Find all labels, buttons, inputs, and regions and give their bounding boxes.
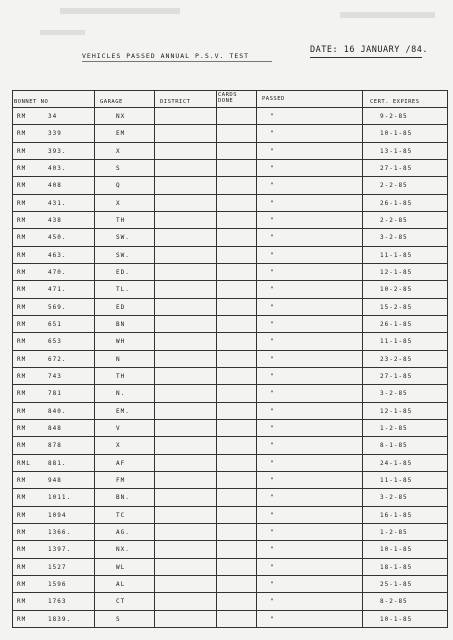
garage-code: AG. (116, 528, 130, 536)
row-rule (12, 523, 448, 524)
garage-code: WH (116, 338, 126, 346)
bonnet-number: 1011. (48, 494, 72, 502)
row-rule (12, 298, 448, 299)
row-rule (12, 246, 448, 247)
bonnet-number: 881. (48, 459, 67, 467)
row-rule (12, 419, 448, 420)
bonnet-prefix: RM (17, 442, 27, 450)
garage-code: NX (116, 113, 126, 120)
faint-stamp (40, 30, 85, 35)
cert-expiry-date: 9-2-85 (380, 113, 408, 120)
row-rule (12, 107, 448, 108)
bonnet-number: 403. (48, 164, 67, 172)
cert-expiry-date: 11-1-85 (380, 338, 413, 346)
cert-expiry-date: 3-2-85 (380, 234, 408, 242)
row-rule (12, 211, 448, 212)
cert-expiry-date: 1-2-85 (380, 528, 408, 536)
cert-expiry-date: 1-2-85 (380, 424, 408, 432)
bonnet-prefix: RM (17, 476, 27, 484)
cert-expiry-date: 2-2-85 (380, 216, 408, 224)
date-underline (310, 57, 422, 58)
passed-mark: " (270, 320, 275, 328)
bonnet-number: 470. (48, 268, 67, 276)
vehicle-table (12, 90, 448, 627)
bonnet-prefix: RM (17, 407, 27, 415)
bonnet-prefix: RML (17, 459, 31, 467)
cert-expiry-date: 10-1-85 (380, 546, 413, 554)
garage-code: BN. (116, 494, 130, 502)
row-rule (12, 575, 448, 576)
bonnet-number: 651 (48, 320, 62, 328)
row-rule (12, 540, 448, 541)
bonnet-prefix: RM (17, 528, 27, 536)
column-header-garage: GARAGE (100, 99, 123, 105)
faint-stamp (340, 12, 435, 18)
passed-mark: " (270, 234, 275, 242)
passed-mark: " (270, 598, 275, 606)
bonnet-prefix: RM (17, 113, 27, 120)
garage-code: N. (116, 390, 126, 398)
cert-expiry-date: 11-1-85 (380, 251, 413, 259)
cert-expiry-date: 8-2-85 (380, 598, 408, 606)
bonnet-prefix: RM (17, 494, 27, 502)
row-rule (12, 332, 448, 333)
garage-code: NX. (116, 546, 130, 554)
row-rule (12, 142, 448, 143)
document-date: DATE: 16 JANUARY /84. (310, 45, 428, 55)
passed-mark: " (270, 147, 275, 155)
column-divider (94, 90, 95, 627)
passed-mark: " (270, 615, 275, 623)
bonnet-number: 840. (48, 407, 67, 415)
garage-code: S (116, 615, 121, 623)
bonnet-prefix: RM (17, 320, 27, 328)
garage-code: V (116, 424, 121, 432)
bonnet-number: 569. (48, 303, 67, 311)
cert-expiry-date: 10-1-85 (380, 615, 413, 623)
column-divider (154, 90, 155, 627)
row-rule (12, 367, 448, 368)
cert-expiry-date: 8-1-85 (380, 442, 408, 450)
garage-code: Q (116, 182, 121, 190)
cert-expiry-date: 26-1-85 (380, 199, 413, 207)
cert-expiry-date: 11-1-85 (380, 476, 413, 484)
bonnet-prefix: RM (17, 251, 27, 259)
title-underline (82, 61, 272, 62)
passed-mark: " (270, 286, 275, 294)
row-rule (12, 315, 448, 316)
garage-code: WL (116, 563, 126, 571)
passed-mark: " (270, 494, 275, 502)
cert-expiry-date: 23-2-85 (380, 355, 413, 363)
bonnet-prefix: RM (17, 424, 27, 432)
passed-mark: " (270, 268, 275, 276)
bonnet-prefix: RM (17, 199, 27, 207)
bonnet-prefix: RM (17, 390, 27, 398)
row-rule (12, 610, 448, 611)
bonnet-number: 339 (48, 130, 62, 138)
passed-mark: " (270, 303, 275, 311)
faint-stamp (60, 8, 180, 14)
passed-mark: " (270, 407, 275, 415)
bonnet-number: 781 (48, 390, 62, 398)
passed-mark: " (270, 182, 275, 190)
bonnet-prefix: RM (17, 355, 27, 363)
cert-expiry-date: 10-1-85 (380, 130, 413, 138)
column-header-passed: PASSED (262, 96, 285, 102)
garage-code: EM (116, 130, 126, 138)
row-rule (12, 627, 448, 628)
garage-code: X (116, 199, 121, 207)
row-rule (12, 280, 448, 281)
bonnet-number: 438 (48, 216, 62, 224)
cert-expiry-date: 3-2-85 (380, 390, 408, 398)
passed-mark: " (270, 442, 275, 450)
garage-code: ED. (116, 268, 130, 276)
row-rule (12, 90, 448, 91)
cert-expiry-date: 10-2-85 (380, 286, 413, 294)
document-title: VEHICLES PASSED ANNUAL P.S.V. TEST (82, 52, 250, 60)
cert-expiry-date: 3-2-85 (380, 494, 408, 502)
row-rule (12, 402, 448, 403)
bonnet-number: 1366. (48, 528, 72, 536)
bonnet-prefix: RM (17, 615, 27, 623)
bonnet-prefix: RM (17, 286, 27, 294)
passed-mark: " (270, 546, 275, 554)
column-header-bonnet-no: BONNET NO (14, 99, 49, 105)
bonnet-prefix: RM (17, 234, 27, 242)
passed-mark: " (270, 424, 275, 432)
passed-mark: " (270, 251, 275, 259)
bonnet-number: 743 (48, 372, 62, 380)
bonnet-prefix: RM (17, 182, 27, 190)
column-header-district: DISTRICT (160, 99, 191, 105)
row-rule (12, 176, 448, 177)
bonnet-prefix: RM (17, 164, 27, 172)
garage-code: TC (116, 511, 126, 519)
garage-code: X (116, 147, 121, 155)
passed-mark: " (270, 511, 275, 519)
bonnet-prefix: RM (17, 216, 27, 224)
bonnet-prefix: RM (17, 268, 27, 276)
bonnet-number: 1596 (48, 580, 67, 588)
row-rule (12, 384, 448, 385)
bonnet-prefix: RM (17, 147, 27, 155)
row-rule (12, 194, 448, 195)
passed-mark: " (270, 580, 275, 588)
cert-expiry-date: 27-1-85 (380, 164, 413, 172)
bonnet-number: 1094 (48, 511, 67, 519)
passed-mark: " (270, 199, 275, 207)
passed-mark: " (270, 390, 275, 398)
column-header-cards-done: CARDS DONE (218, 92, 238, 104)
row-rule (12, 558, 448, 559)
bonnet-prefix: RM (17, 511, 27, 519)
row-rule (12, 350, 448, 351)
bonnet-number: 878 (48, 442, 62, 450)
bonnet-prefix: RM (17, 303, 27, 311)
garage-code: N (116, 355, 121, 363)
bonnet-number: 471. (48, 286, 67, 294)
garage-code: EM. (116, 407, 130, 415)
passed-mark: " (270, 372, 275, 380)
cert-expiry-date: 16-1-85 (380, 511, 413, 519)
garage-code: TH (116, 372, 126, 380)
column-divider (12, 90, 13, 627)
column-divider (216, 90, 217, 627)
garage-code: SW. (116, 234, 130, 242)
garage-code: SW. (116, 251, 130, 259)
bonnet-prefix: RM (17, 338, 27, 346)
cert-expiry-date: 2-2-85 (380, 182, 408, 190)
passed-mark: " (270, 563, 275, 571)
bonnet-number: 34 (48, 113, 58, 120)
row-rule (12, 454, 448, 455)
row-rule (12, 592, 448, 593)
cert-expiry-date: 24-1-85 (380, 459, 413, 467)
garage-code: CT (116, 598, 126, 606)
bonnet-number: 948 (48, 476, 62, 484)
bonnet-prefix: RM (17, 580, 27, 588)
cert-expiry-date: 18-1-85 (380, 563, 413, 571)
passed-mark: " (270, 164, 275, 172)
bonnet-number: 653 (48, 338, 62, 346)
bonnet-prefix: RM (17, 546, 27, 554)
row-rule (12, 263, 448, 264)
garage-code: BN (116, 320, 126, 328)
bonnet-number: 1839. (48, 615, 72, 623)
cert-expiry-date: 12-1-85 (380, 407, 413, 415)
garage-code: S (116, 164, 121, 172)
bonnet-number: 1397. (48, 546, 72, 554)
row-rule (12, 124, 448, 125)
bonnet-number: 672. (48, 355, 67, 363)
passed-mark: " (270, 528, 275, 536)
passed-mark: " (270, 476, 275, 484)
passed-mark: " (270, 130, 275, 138)
cert-expiry-date: 27-1-85 (380, 372, 413, 380)
bonnet-prefix: RM (17, 598, 27, 606)
column-divider (362, 90, 363, 627)
passed-mark: " (270, 338, 275, 346)
bonnet-prefix: RM (17, 372, 27, 380)
bonnet-number: 393. (48, 147, 67, 155)
column-divider (447, 90, 448, 627)
row-rule (12, 506, 448, 507)
row-rule (12, 228, 448, 229)
garage-code: ED (116, 303, 126, 311)
column-header-cert-expires: CERT. EXPIRES (370, 99, 420, 105)
bonnet-number: 408 (48, 182, 62, 190)
passed-mark: " (270, 355, 275, 363)
garage-code: FM (116, 476, 126, 484)
bonnet-number: 450. (48, 234, 67, 242)
passed-mark: " (270, 459, 275, 467)
bonnet-number: 848 (48, 424, 62, 432)
bonnet-number: 463. (48, 251, 67, 259)
garage-code: TL. (116, 286, 130, 294)
cert-expiry-date: 25-1-85 (380, 580, 413, 588)
passed-mark: " (270, 216, 275, 224)
garage-code: AL (116, 580, 126, 588)
garage-code: AF (116, 459, 126, 467)
bonnet-prefix: RM (17, 563, 27, 571)
bonnet-number: 1527 (48, 563, 67, 571)
bonnet-number: 431. (48, 199, 67, 207)
garage-code: TH (116, 216, 126, 224)
cert-expiry-date: 12-1-85 (380, 268, 413, 276)
bonnet-prefix: RM (17, 130, 27, 138)
column-divider (256, 90, 257, 627)
cert-expiry-date: 13-1-85 (380, 147, 413, 155)
passed-mark: " (270, 113, 275, 120)
bonnet-number: 1763 (48, 598, 67, 606)
row-rule (12, 488, 448, 489)
row-rule (12, 159, 448, 160)
garage-code: X (116, 442, 121, 450)
row-rule (12, 471, 448, 472)
cert-expiry-date: 15-2-85 (380, 303, 413, 311)
row-rule (12, 436, 448, 437)
cert-expiry-date: 26-1-85 (380, 320, 413, 328)
